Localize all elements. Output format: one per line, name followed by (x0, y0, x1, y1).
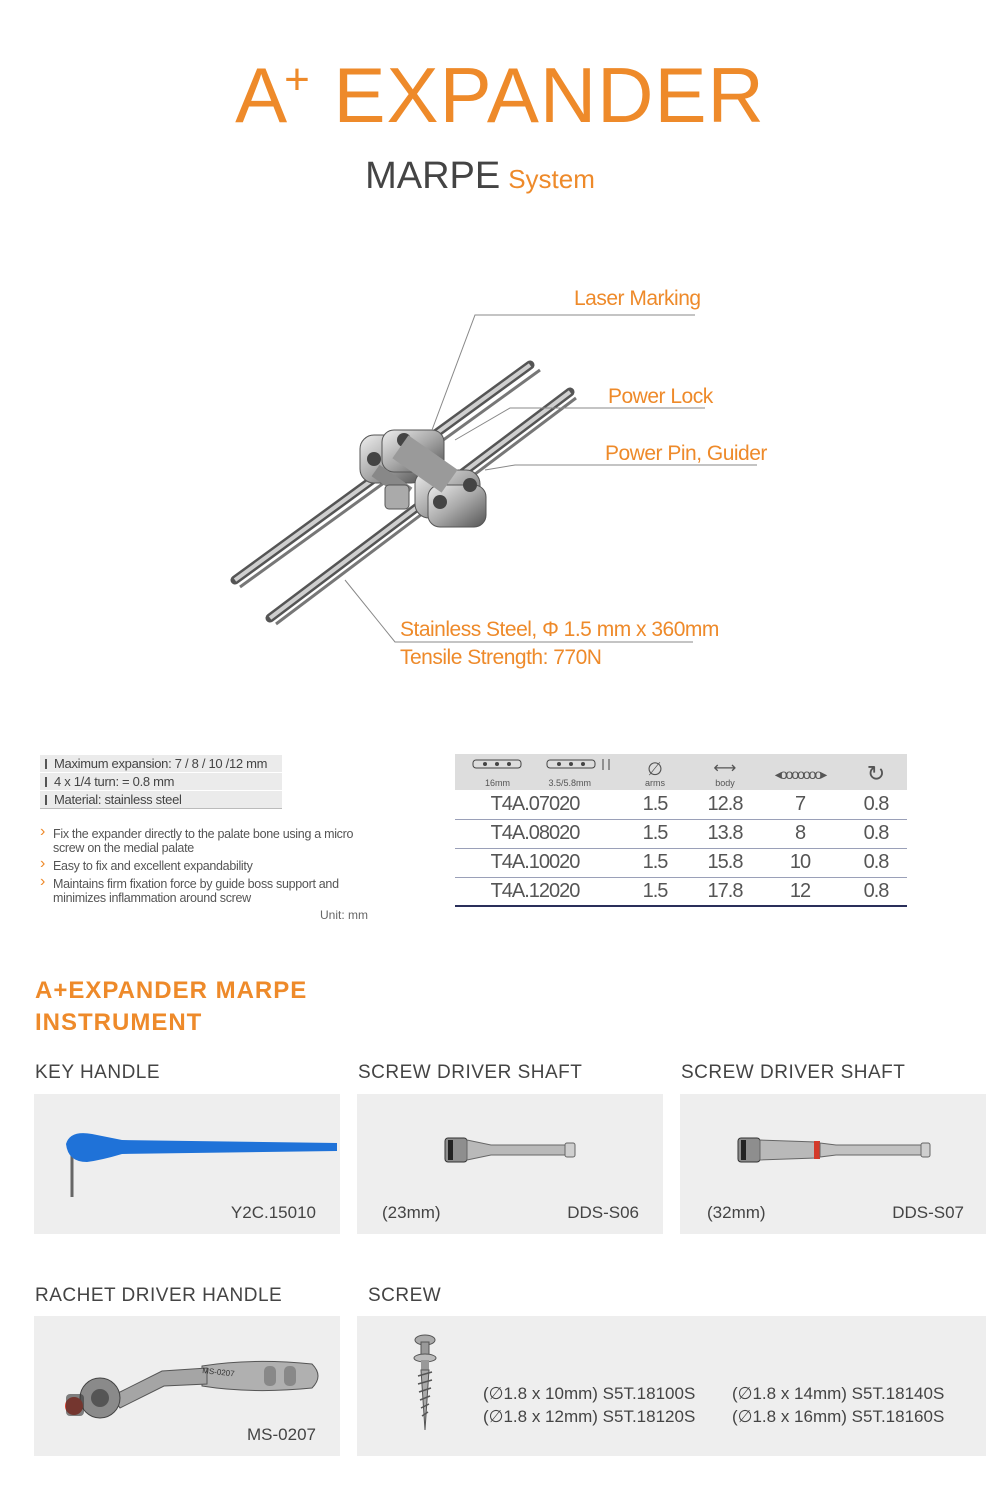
key-handle-image (62, 1124, 342, 1204)
key-handle-title: KEY HANDLE (35, 1062, 161, 1083)
spec-list (40, 754, 282, 809)
rachet-card (34, 1316, 340, 1456)
callout-power-pin: Power Pin, Guider (605, 442, 767, 465)
product-title: A+ EXPANDER (235, 51, 765, 139)
instrument-section-title: A+EXPANDER MARPE INSTRUMENT (35, 977, 308, 1036)
feature-item: › Fix the expander directly to the palate bone using a micro screw on the medial palate (40, 827, 380, 855)
title-plus: + (284, 55, 311, 104)
shaft1-card (357, 1094, 663, 1234)
table-row: T4A.08020 1.5 13.8 8 0.8 (455, 819, 907, 848)
screw-item-10: (∅1.8 x 10mm) S5T.18100S (483, 1384, 696, 1403)
shaft1-code: DDS-S06 (567, 1203, 639, 1222)
unit-label: Unit: mm (320, 908, 368, 922)
header-width-icons: 16mm 3.5/5.8mm (455, 754, 615, 790)
callout-power-lock: Power Lock (608, 385, 713, 408)
spec-max-expansion: Maximum expansion: 7 / 8 / 10 /12 mm (40, 754, 282, 772)
rotation-icon: ↻ (866, 761, 886, 786)
shaft2-image (736, 1134, 936, 1166)
table-header-row (455, 754, 907, 790)
screw-item-12: (∅1.8 x 12mm) S5T.18120S (483, 1407, 696, 1426)
key-handle-code: Y2C.15010 (230, 1203, 316, 1222)
screw-image (413, 1334, 437, 1434)
screw-card (357, 1316, 986, 1456)
double-arrow-icon: ⟷ (713, 760, 737, 777)
spec-turn: 4 x 1/4 turn: = 0.8 mm (40, 772, 282, 790)
subtitle-system: System (508, 164, 595, 194)
callout-tensile-strength: Tensile Strength: 770N (400, 646, 602, 669)
shaft1-title: SCREW DRIVER SHAFT (358, 1062, 583, 1083)
feature-list (40, 827, 380, 909)
rachet-handle-image (52, 1346, 327, 1421)
screw-item-16: (∅1.8 x 16mm) S5T.18160S (732, 1407, 945, 1426)
feature-item: › Maintains firm fixation force by guide boss support and minimizes inflammation around screw (40, 877, 380, 905)
product-subtitle: MARPE System (365, 155, 595, 197)
shaft2-code: DDS-S07 (892, 1203, 964, 1222)
expander-width-icon (467, 756, 612, 778)
shaft1-image (443, 1134, 578, 1166)
callout-stainless-steel: Stainless Steel, Φ 1.5 mm x 360mm (400, 618, 719, 641)
rachet-title: RACHET DRIVER HANDLE (35, 1285, 283, 1306)
expander-body (360, 430, 486, 527)
header-arms: ∅ arms (615, 754, 695, 790)
screw-title: SCREW (368, 1285, 442, 1306)
spec-material: Material: stainless steel (40, 790, 282, 808)
shaft2-size: (32mm) (707, 1203, 766, 1222)
product-table (455, 754, 907, 907)
header-expansion (755, 754, 845, 790)
key-handle-card (34, 1094, 340, 1234)
feature-item: › Easy to fix and excellent expandability (40, 859, 380, 873)
shaft1-size: (23mm) (382, 1203, 441, 1222)
table-row: T4A.07020 1.5 12.8 7 0.8 (455, 790, 907, 819)
table-row: T4A.12020 1.5 17.8 12 0.8 (455, 877, 907, 906)
table-row: T4A.10020 1.5 15.8 10 0.8 (455, 848, 907, 877)
screw-item-14: (∅1.8 x 14mm) S5T.18140S (732, 1384, 945, 1403)
diameter-icon: ∅ (647, 759, 663, 779)
spring-icon: ◂ooooooo▸ (774, 766, 826, 782)
header-body: ⟷ body (695, 754, 755, 790)
header-turn (845, 754, 907, 790)
rachet-code: MS-0207 (247, 1425, 316, 1444)
shaft2-card (680, 1094, 986, 1234)
rachet-engraving: MS-0207 (201, 1366, 236, 1379)
callout-laser-marking: Laser Marking (574, 287, 701, 310)
shaft2-title: SCREW DRIVER SHAFT (681, 1062, 906, 1083)
